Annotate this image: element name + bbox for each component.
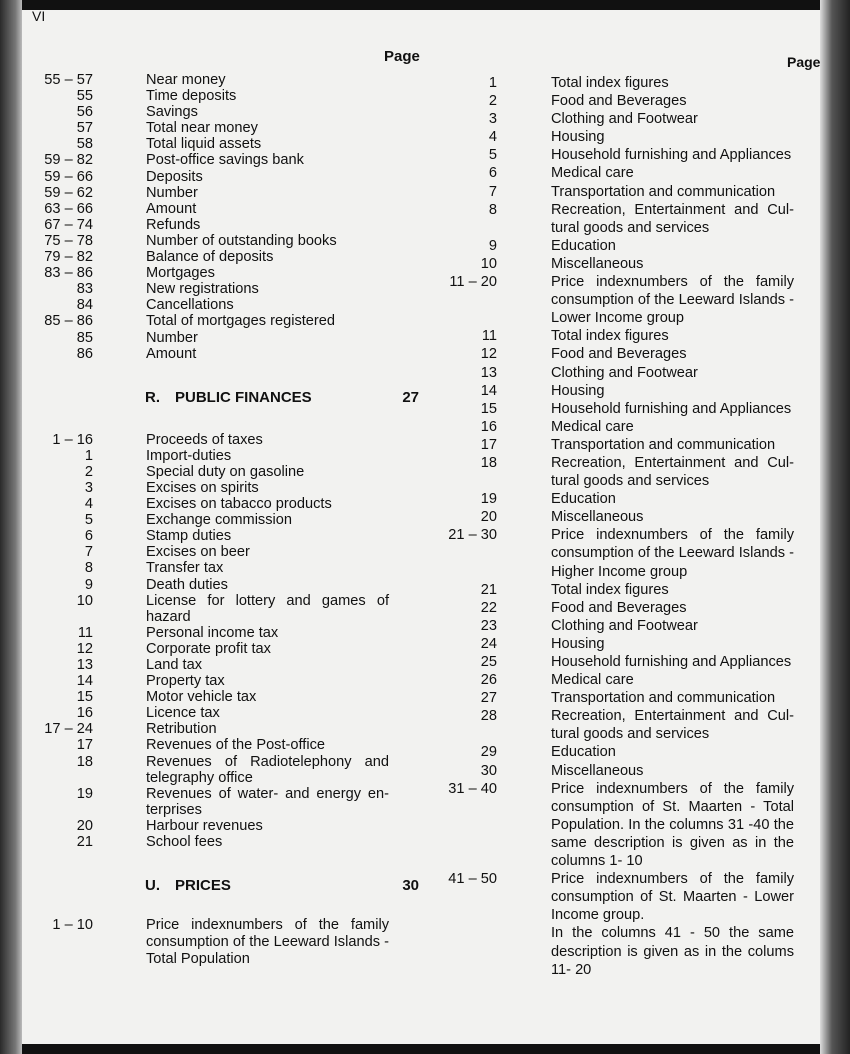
table-number: 3 [488, 111, 497, 128]
table-title: Land tax [146, 657, 202, 673]
table-title: Proceeds of taxes [146, 431, 263, 448]
section-page: 30 [402, 877, 419, 895]
table-entry [30, 72, 419, 88]
table-title: Savings [146, 104, 198, 121]
table-title: Medical care [551, 418, 634, 435]
table-entry [30, 265, 419, 281]
table-title: Transfer tax [146, 560, 224, 577]
table-number: 2 [488, 93, 497, 110]
table-title: Stamp duties [146, 528, 232, 545]
table-number: 17 – 24 [44, 721, 93, 738]
table-number: 6 [84, 528, 93, 545]
table-number: 16 [480, 418, 497, 435]
table-number: 31 – 40 [448, 780, 497, 797]
table-entry [440, 689, 794, 707]
table-number: 21 [480, 581, 497, 598]
table-title: Retribution [146, 721, 217, 738]
table-title: Near money [146, 72, 226, 88]
table-number: 1 – 16 [52, 431, 93, 448]
table-entry [440, 327, 794, 345]
table-entry [30, 689, 419, 705]
table-entry [440, 273, 794, 327]
table-entry [440, 635, 794, 653]
table-title: Clothing and Footwear [551, 111, 698, 128]
table-title: Motor vehicle tax [146, 689, 257, 706]
table-number: 15 [76, 689, 93, 706]
table-entry [440, 183, 794, 201]
table-entry [30, 917, 419, 968]
right-table-list [440, 74, 794, 979]
table-entry [440, 237, 794, 255]
table-title: Medical care [551, 672, 634, 689]
table-number: 1 [488, 75, 497, 91]
table-title: Deposits [146, 168, 203, 185]
table-number: 55 – 57 [44, 72, 93, 88]
table-title: Recreation, Entertainment and Cul-tural goods and services [551, 201, 794, 236]
table-entry [440, 345, 794, 363]
table-number: 9 [84, 576, 93, 593]
table-entry [30, 705, 419, 721]
table-title: Household furnishing and Appliances [551, 147, 792, 164]
table-title: Food and Beverages [551, 346, 687, 363]
scan-right-edge [820, 0, 850, 1054]
table-number: 15 [480, 400, 497, 417]
table-entry [30, 346, 419, 362]
table-number: 55 [76, 88, 93, 105]
table-entry [440, 581, 794, 599]
section-letter: U. [145, 877, 160, 895]
table-title: Import-duties [146, 447, 232, 464]
table-number: 25 [480, 654, 497, 670]
table-title: Amount [146, 200, 197, 217]
table-number [440, 924, 497, 978]
table-entry [30, 120, 419, 136]
table-entry [30, 185, 419, 201]
left-table-list [30, 72, 419, 968]
table-entry [30, 512, 419, 528]
table-number: 3 [84, 479, 93, 496]
table-title: Price indexnumbers of the family consumption of the Leeward Islands - Lower Income group [551, 274, 794, 327]
table-number: 8 [84, 560, 93, 577]
table-entry [30, 104, 419, 120]
table-title: Recreation, Entertainment and Cul-tural goods and services [551, 708, 794, 743]
table-title: Refunds [146, 216, 201, 233]
table-entry [30, 464, 419, 480]
table-title: Total index figures [551, 581, 669, 598]
table-title: School fees [146, 834, 223, 851]
table-entry [440, 924, 794, 978]
section-title: PUBLIC FINANCES [175, 388, 312, 406]
table-title: Revenues of the Post-office [146, 737, 326, 754]
table-title: Corporate profit tax [146, 640, 271, 657]
table-title: Death duties [146, 576, 228, 593]
table-entry [440, 146, 794, 164]
table-title: New registrations [146, 281, 259, 298]
table-entry [30, 577, 419, 593]
table-title: Household furnishing and Appliances [551, 654, 792, 670]
table-title: Revenues of water- and energy en-terprises [146, 785, 389, 818]
table-number: 16 [76, 705, 93, 722]
table-entry [30, 641, 419, 657]
table-title: Education [551, 744, 616, 761]
table-title: Property tax [146, 673, 225, 690]
table-entry [440, 110, 794, 128]
table-entry [440, 164, 794, 182]
table-number: 2 [84, 463, 93, 480]
table-number: 75 – 78 [44, 232, 93, 249]
table-title: Recreation, Entertainment and Cul-tural goods and services [551, 454, 794, 490]
table-number: 19 [480, 491, 497, 508]
table-number: 57 [76, 120, 93, 137]
table-entry [440, 490, 794, 508]
left-page-column-header: Page [384, 48, 420, 65]
table-entry [30, 169, 419, 185]
table-entry [30, 593, 419, 625]
table-number: 21 [76, 834, 93, 851]
table-title: Clothing and Footwear [551, 364, 698, 381]
table-number: 30 [480, 762, 497, 779]
table-title: Education [551, 237, 616, 254]
table-number: 41 – 50 [448, 871, 497, 888]
section-title: PRICES [175, 877, 231, 895]
table-title: Excises on tabacco products [146, 496, 332, 513]
table-entry [30, 737, 419, 753]
table-number: 27 [480, 690, 497, 707]
table-entry [30, 432, 419, 448]
table-number: 13 [76, 657, 93, 673]
section-letter: R. [145, 388, 160, 406]
table-number: 79 – 82 [44, 249, 93, 266]
table-entry [440, 671, 794, 689]
table-entry [30, 88, 419, 104]
table-number: 11 [481, 328, 497, 345]
table-number: 84 [76, 297, 93, 314]
table-title: In the columns 41 - 50 the same description is given as in the colums 11- 20 [551, 925, 794, 978]
table-entry [30, 249, 419, 265]
table-number: 56 [76, 104, 93, 121]
table-number: 83 [76, 281, 93, 298]
table-number: 26 [480, 672, 497, 689]
table-entry [440, 707, 794, 743]
table-entry [440, 364, 794, 382]
table-entry [440, 617, 794, 635]
table-number: 24 [480, 635, 497, 652]
table-entry [440, 201, 794, 237]
table-entry [440, 255, 794, 273]
table-title: Price indexnumbers of the family consumption of the Leeward Islands - Higher Income group [551, 527, 794, 580]
table-number: 12 [76, 640, 93, 657]
table-entry [30, 834, 419, 850]
table-entry [30, 201, 419, 217]
table-title: Food and Beverages [551, 599, 687, 616]
table-number: 28 [480, 708, 497, 725]
table-entry [30, 786, 419, 818]
table-title: Transportation and communication [551, 436, 776, 453]
table-number: 1 [84, 447, 93, 464]
table-entry [30, 233, 419, 249]
table-entry [30, 217, 419, 233]
table-number: 59 – 82 [44, 152, 93, 169]
table-number: 17 [76, 737, 93, 754]
table-number: 4 [84, 496, 93, 513]
table-number: 11 – 20 [449, 274, 497, 291]
table-number: 85 [76, 329, 93, 346]
table-title: Price indexnumbers of the family consumption of the Leeward Islands - Total Population [146, 917, 389, 968]
table-title: Personal income tax [146, 624, 279, 641]
table-number: 11 [77, 624, 93, 641]
scan-left-edge [0, 0, 22, 1054]
table-number: 58 [76, 136, 93, 153]
table-title: Education [551, 491, 616, 508]
table-number: 83 – 86 [44, 265, 93, 282]
table-title: Time deposits [146, 88, 237, 105]
table-entry [30, 657, 419, 673]
table-title: Miscellaneous [551, 255, 644, 272]
table-entry [30, 560, 419, 576]
table-number: 14 [76, 673, 93, 690]
table-title: Number [146, 184, 198, 201]
table-title: Household furnishing and Appliances [551, 400, 792, 417]
table-entry [30, 448, 419, 464]
table-number: 7 [488, 183, 497, 200]
table-number: 10 [76, 592, 93, 609]
table-title: Revenues of Radiotelephony and telegraphy office [146, 753, 389, 786]
table-title: Food and Beverages [551, 93, 687, 110]
table-title: Excises on beer [146, 544, 250, 561]
table-number: 6 [488, 165, 497, 182]
table-entry [30, 313, 419, 329]
table-title: Balance of deposits [146, 249, 274, 266]
table-entry [440, 454, 794, 490]
table-number: 23 [480, 617, 497, 634]
table-number: 5 [84, 512, 93, 529]
table-number: 29 [480, 744, 497, 761]
table-title: License for lottery and games of hazard [146, 592, 389, 625]
table-entry [440, 599, 794, 617]
table-title: Harbour revenues [146, 817, 263, 834]
table-title: Post-office savings bank [146, 152, 304, 169]
table-title: Number of outstanding books [146, 232, 337, 249]
table-title: Total near money [146, 120, 258, 137]
table-number: 59 – 62 [44, 184, 93, 201]
table-number: 18 [480, 454, 497, 471]
table-number: 20 [76, 817, 93, 834]
table-entry [30, 625, 419, 641]
table-title: Housing [551, 635, 605, 652]
table-number: 9 [488, 237, 497, 254]
table-number: 13 [480, 364, 497, 381]
table-entry [30, 480, 419, 496]
table-entry [440, 762, 794, 780]
table-title: Transportation and communication [551, 690, 776, 707]
table-number: 7 [84, 544, 93, 561]
table-title: Mortgages [146, 265, 215, 282]
table-number: 8 [488, 201, 497, 218]
table-number: 17 [480, 436, 497, 453]
table-number: 10 [480, 255, 497, 272]
table-entry [440, 418, 794, 436]
table-number: 19 [76, 785, 93, 802]
table-number: 14 [480, 382, 497, 399]
table-title: Licence tax [146, 705, 220, 722]
table-title: Miscellaneous [551, 509, 644, 526]
table-title: Special duty on gasoline [146, 463, 305, 480]
table-number: 12 [480, 346, 497, 363]
table-title: Price indexnumbers of the family consumption of St. Maarten - Total Population. In the columns 31 -40 the same description is given as in the columns 1- 10 [551, 780, 794, 870]
table-title: Total of mortgages registered [146, 313, 336, 330]
table-number: 63 – 66 [44, 200, 93, 217]
section-page: 27 [402, 388, 419, 406]
table-entry [30, 152, 419, 168]
table-entry [440, 870, 794, 924]
section-prices [145, 877, 419, 895]
table-title: Total index figures [551, 328, 669, 345]
table-title: Housing [551, 382, 605, 399]
table-title: Amount [146, 345, 197, 362]
table-title: Clothing and Footwear [551, 617, 698, 634]
table-number: 4 [488, 129, 497, 146]
table-title: Miscellaneous [551, 762, 644, 779]
table-entry [30, 818, 419, 834]
table-entry [30, 136, 419, 152]
table-number: 21 – 30 [448, 527, 497, 544]
table-entry [440, 92, 794, 110]
table-title: Exchange commission [146, 512, 293, 529]
table-entry [30, 721, 419, 737]
table-number: 5 [488, 147, 497, 164]
table-title: Housing [551, 129, 605, 146]
table-number: 67 – 74 [44, 216, 93, 233]
table-entry [30, 281, 419, 297]
table-title: Cancellations [146, 297, 234, 314]
table-entry [440, 128, 794, 146]
table-entry [440, 780, 794, 870]
section-public-finances [145, 389, 419, 407]
table-entry [30, 330, 419, 346]
table-entry [440, 436, 794, 454]
table-entry [30, 544, 419, 560]
table-title: Total liquid assets [146, 136, 262, 153]
table-entry [30, 673, 419, 689]
table-title: Transportation and communication [551, 183, 776, 200]
table-entry [440, 382, 794, 400]
table-title: Excises on spirits [146, 479, 259, 496]
table-entry [30, 297, 419, 313]
right-page-column-header: Page [787, 54, 821, 70]
table-entry [440, 653, 794, 671]
table-title: Number [146, 329, 198, 346]
table-entry [30, 754, 419, 786]
table-entry [30, 528, 419, 544]
table-entry [440, 743, 794, 761]
table-entry [30, 496, 419, 512]
table-number: 85 – 86 [44, 313, 93, 330]
table-number: 1 – 10 [52, 917, 93, 934]
page-folio: VI [32, 8, 46, 24]
table-title: Price indexnumbers of the family consumption of St. Maarten - Lower Income group. [551, 871, 794, 924]
table-number: 59 – 66 [44, 168, 93, 185]
table-number: 18 [76, 753, 93, 770]
table-entry [440, 74, 794, 92]
table-entry [440, 508, 794, 526]
table-number: 20 [480, 509, 497, 526]
table-entry [440, 400, 794, 418]
table-title: Total index figures [551, 75, 669, 91]
table-number: 86 [76, 345, 93, 362]
table-number: 22 [480, 599, 497, 616]
table-entry [440, 526, 794, 580]
table-title: Medical care [551, 165, 634, 182]
